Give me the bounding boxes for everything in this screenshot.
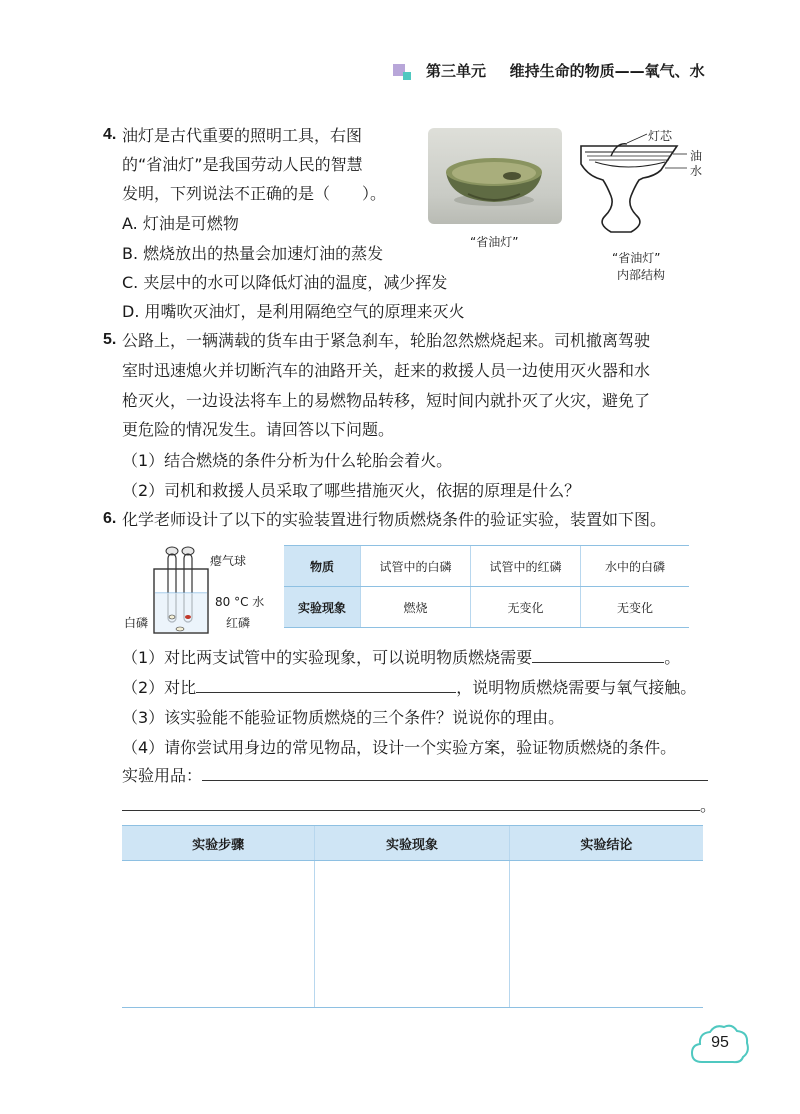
q5-number: 5. [103,331,117,348]
diagram-caption-1: “省油灯” [612,251,661,265]
substance-cell: 水中的白磷 [580,546,689,587]
q6-sub-2: （2）对比 ，说明物质燃烧需要与氧气接触。 [122,678,697,697]
materials-line-2: 。 [122,795,716,817]
materials-line: 实验用品： [122,765,708,787]
q5-sub-2: （2）司机和救援人员采取了哪些措施灭火，依据的原理是什么？ [122,481,581,500]
lamp-structure-diagram [575,124,705,244]
q4-stem-line-1: 油灯是古代重要的照明工具，右图 [122,126,363,145]
q5-line-3: 枪灭火，一边设法将车上的易燃物品转移，短时间内就扑灭了火灾，避免了 [122,391,651,410]
header-steps: 实验步骤 [122,826,315,861]
design-answer-row [122,861,703,1008]
photo-caption: “省油灯” [470,235,519,249]
unit-label: 第三单元 [426,62,487,80]
unit-title: 维持生命的物质——氧气、水 [509,62,705,80]
q4-number: 4. [103,126,117,143]
page-header [426,60,705,82]
experiment-apparatus [150,543,212,638]
answer-blank[interactable] [532,648,664,663]
q5-line-1: 公路上，一辆满载的货车由于紧急刹车，轮胎忽然燃烧起来。司机撤离驾驶 [122,331,651,350]
answer-cell[interactable] [122,861,315,1008]
phenomenon-cell: 无变化 [470,587,580,628]
q4-option-d: D. 用嘴吹灭油灯，是利用隔绝空气的原理来灭火 [122,302,465,321]
q4-option-a: A. 灯油是可燃物 [122,214,239,233]
q6-intro: 化学老师设计了以下的实验装置进行物质燃烧条件的验证实验，装置如下图。 [122,510,667,529]
substance-cell: 试管中的白磷 [361,546,471,587]
design-header-row [122,826,703,861]
phenomenon-cell: 无变化 [580,587,689,628]
label-red-phosphorus: 红磷 [226,616,251,630]
label-water: 水 [690,164,703,178]
label-oil: 油 [690,149,703,163]
q4-stem-line-3: 发明，下列说法不正确的是（ ）。 [122,184,387,203]
row-header-substance: 物质 [284,546,361,587]
phenomenon-row [284,587,689,628]
label-white-phosphorus: 白磷 [124,616,149,630]
row-header-phenomenon: 实验现象 [284,587,361,628]
q6-sub-1: （1）对比两支试管中的实验现象，可以说明物质燃烧需要 。 [122,648,681,667]
label-hot-water: 80 °C 水 [215,595,265,609]
answer-blank[interactable] [202,766,708,781]
experiment-design-table [122,825,703,1008]
label-balloon: 瘪气球 [210,554,247,568]
diagram-caption-2: 内部结构 [617,268,666,282]
phenomena-table [284,545,689,628]
substance-row [284,546,689,587]
header-marker [393,64,417,82]
q4-option-c: C. 夹层中的水可以降低灯油的温度，减少挥发 [122,273,448,292]
q5-line-4: 更危险的情况发生。请回答以下问题。 [122,420,395,439]
q5-line-2: 室时迅速熄火并切断汽车的油路开关，赶来的救援人员一边使用灭火器和水 [122,361,651,380]
q6-sub-4: （4）请你尝试用身边的常见物品，设计一个实验方案，验证物质燃烧的条件。 [122,738,677,757]
phenomenon-cell: 燃烧 [361,587,471,628]
header-conclusion: 实验结论 [509,826,703,861]
q4-stem-line-2: 的“省油灯”是我国劳动人民的智慧 [122,155,363,174]
label-wick: 灯芯 [648,129,673,143]
header-phenomenon: 实验现象 [315,826,509,861]
oil-lamp-photo [428,128,562,224]
q6-number: 6. [103,510,117,527]
answer-cell[interactable] [509,861,703,1008]
substance-cell: 试管中的红磷 [470,546,580,587]
page-number: 95 [711,1034,729,1051]
bowl-icon [428,128,562,224]
answer-blank[interactable] [122,796,700,811]
answer-blank[interactable] [196,678,456,693]
q6-sub-3: （3）该实验能不能验证物质燃烧的三个条件？说说你的理由。 [122,708,565,727]
answer-cell[interactable] [315,861,509,1008]
q4-option-b: B. 燃烧放出的热量会加速灯油的蒸发 [122,244,384,263]
q5-sub-1: （1）结合燃烧的条件分析为什么轮胎会着火。 [122,451,453,470]
